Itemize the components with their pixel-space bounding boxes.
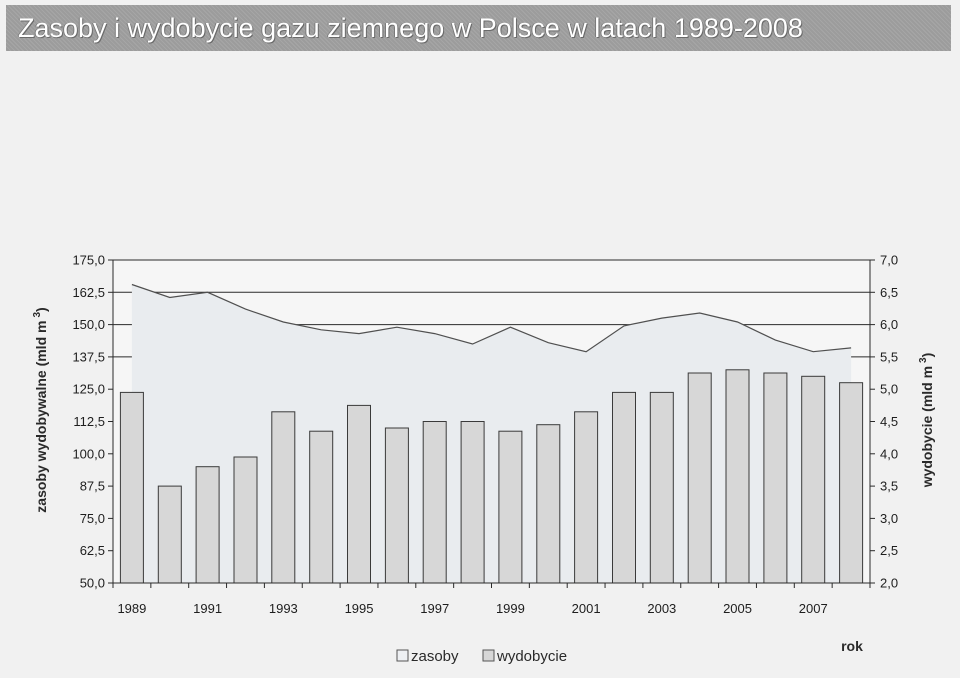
y-right-tick-label: 6,0 (880, 317, 899, 333)
x-tick-label: 1993 (268, 601, 298, 616)
y-right-tick-label: 3,0 (880, 510, 899, 526)
x-tick-label: 1995 (344, 601, 374, 616)
y-left-tick-label: 125,0 (72, 381, 105, 397)
y-left-tick-label: 175,0 (72, 252, 105, 268)
y-right-tick-label: 7,0 (880, 252, 899, 268)
bar-wydobycie-1995 (348, 405, 371, 583)
y-left-tick-label: 87,5 (79, 478, 105, 494)
y-axis-right-title: wydobycie (mld $m^3$) (918, 352, 935, 488)
y-right-tick-label: 4,0 (880, 446, 899, 462)
x-tick-label: 1991 (193, 601, 223, 616)
x-tick-label: 1999 (495, 601, 525, 616)
x-tick-label: 1989 (117, 601, 147, 616)
bar-wydobycie-1992 (234, 457, 257, 583)
y-left-tick-label: 137,5 (72, 349, 105, 365)
bar-wydobycie-1999 (499, 431, 522, 583)
bar-wydobycie-2008 (840, 383, 863, 583)
y-right-tick-label: 4,5 (880, 414, 899, 429)
bar-wydobycie-2005 (726, 370, 749, 583)
bar-wydobycie-1997 (423, 422, 446, 584)
x-tick-label: 1997 (420, 601, 450, 616)
y-left-tick-label: 112,5 (73, 414, 105, 429)
bar-wydobycie-1996 (385, 428, 408, 583)
y-left-tick-label: 50,0 (79, 575, 105, 591)
y-right-tick-label: 3,5 (880, 478, 899, 494)
y-left-tick-label: 162,5 (72, 284, 105, 300)
bar-wydobycie-1989 (120, 392, 143, 583)
y-left-tick-label: 150,0 (72, 317, 105, 333)
legend-swatch-zasoby (397, 650, 408, 661)
legend (397, 648, 567, 665)
y-left-tick-label: 100,0 (72, 446, 105, 462)
x-tick-label: 2007 (798, 601, 828, 616)
x-axis-title: rok (841, 638, 863, 654)
y-right-tick-label: 5,0 (880, 381, 899, 397)
bar-wydobycie-1991 (196, 467, 219, 583)
bar-wydobycie-1990 (158, 486, 181, 583)
page-title: Zasoby i wydobycie gazu ziemnego w Polsce w latach 1989-2008 (18, 13, 803, 43)
x-tick-label: 2003 (647, 601, 677, 616)
legend-label-zasoby: zasoby (411, 648, 459, 665)
y-right-tick-label: 2,0 (880, 575, 899, 591)
bar-wydobycie-2003 (650, 392, 673, 583)
y-right-tick-label: 2,5 (880, 543, 899, 559)
bar-wydobycie-1994 (310, 431, 333, 583)
legend-label-wydobycie: wydobycie (497, 648, 568, 665)
bar-wydobycie-2006 (764, 373, 787, 583)
bar-wydobycie-2001 (575, 412, 598, 583)
bar-wydobycie-2002 (613, 392, 636, 583)
bar-wydobycie-1993 (272, 412, 295, 583)
y-left-tick-label: 62,5 (79, 543, 105, 559)
bar-wydobycie-2000 (537, 425, 560, 583)
y-left-tick-label: 75,0 (79, 510, 105, 526)
legend-swatch-wydobycie (483, 650, 494, 661)
y-right-tick-label: 5,5 (880, 349, 899, 365)
bar-wydobycie-2004 (688, 373, 711, 583)
y-axis-left-title: zasoby wydobywalne (mld $m^3$) (32, 307, 49, 513)
x-tick-label: 2005 (723, 601, 752, 616)
bar-wydobycie-2007 (802, 376, 825, 583)
x-tick-label: 2001 (571, 601, 601, 616)
bar-wydobycie-1998 (461, 422, 484, 584)
y-right-tick-label: 6,5 (880, 284, 899, 300)
